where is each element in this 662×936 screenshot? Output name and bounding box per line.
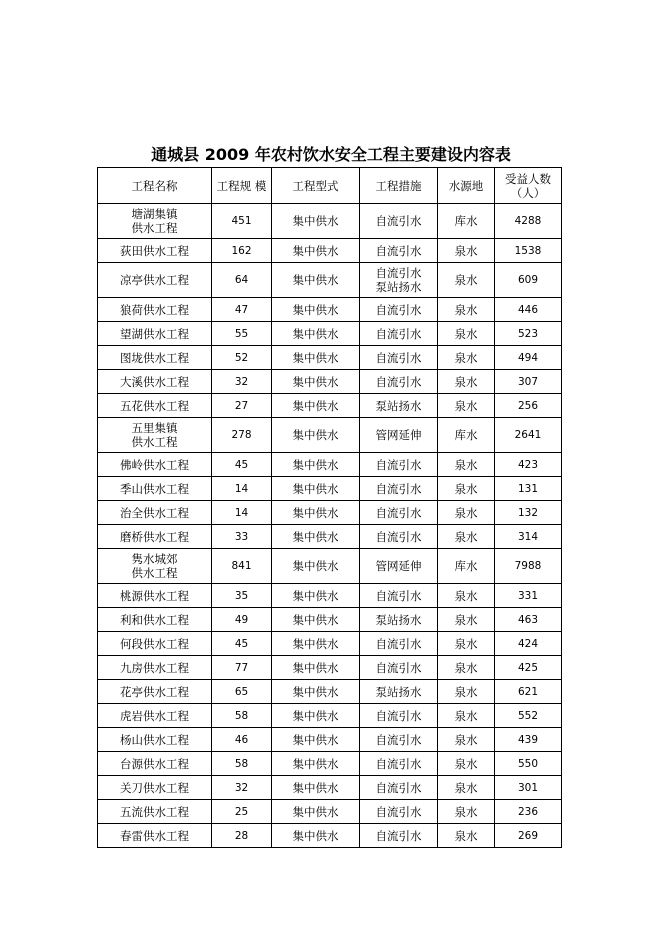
header-measure: 工程措施 <box>360 168 438 204</box>
cell-beneficiaries: 256 <box>495 394 562 418</box>
cell-project-name: 杨山供水工程 <box>98 728 212 752</box>
table-row <box>98 263 562 298</box>
cell-beneficiaries: 314 <box>495 525 562 549</box>
cell-water-source: 泉水 <box>438 680 495 704</box>
cell-scale: 25 <box>212 800 272 824</box>
cell-project-name-line: 五里集镇 <box>131 421 178 435</box>
cell-water-source: 库水 <box>438 549 495 584</box>
cell-scale: 33 <box>212 525 272 549</box>
cell-project-name: 台源供水工程 <box>98 752 212 776</box>
cell-type: 集中供水 <box>272 824 360 848</box>
cell-type: 集中供水 <box>272 525 360 549</box>
cell-water-source: 库水 <box>438 418 495 453</box>
cell-type: 集中供水 <box>272 239 360 263</box>
cell-water-source: 泉水 <box>438 704 495 728</box>
table-row <box>98 477 562 501</box>
cell-type: 集中供水 <box>272 204 360 239</box>
table-row <box>98 680 562 704</box>
cell-scale: 58 <box>212 752 272 776</box>
cell-scale: 45 <box>212 453 272 477</box>
cell-water-source: 泉水 <box>438 776 495 800</box>
cell-measure: 自流引水 <box>360 728 438 752</box>
table-row <box>98 322 562 346</box>
cell-measure <box>360 263 438 298</box>
cell-beneficiaries: 423 <box>495 453 562 477</box>
cell-beneficiaries: 331 <box>495 584 562 608</box>
cell-measure-line: 泵站扬水 <box>375 280 422 294</box>
cell-water-source: 泉水 <box>438 824 495 848</box>
cell-scale: 77 <box>212 656 272 680</box>
cell-water-source: 泉水 <box>438 752 495 776</box>
cell-scale: 65 <box>212 680 272 704</box>
cell-scale: 27 <box>212 394 272 418</box>
table-row <box>98 656 562 680</box>
cell-type: 集中供水 <box>272 453 360 477</box>
cell-scale: 49 <box>212 608 272 632</box>
cell-beneficiaries: 621 <box>495 680 562 704</box>
cell-type: 集中供水 <box>272 800 360 824</box>
table-row <box>98 824 562 848</box>
table-row <box>98 752 562 776</box>
cell-beneficiaries: 424 <box>495 632 562 656</box>
cell-project-name <box>98 418 212 453</box>
table-row <box>98 453 562 477</box>
cell-beneficiaries: 7988 <box>495 549 562 584</box>
cell-measure: 自流引水 <box>360 322 438 346</box>
table-row <box>98 239 562 263</box>
cell-type: 集中供水 <box>272 322 360 346</box>
cell-type: 集中供水 <box>272 263 360 298</box>
cell-project-name: 桃源供水工程 <box>98 584 212 608</box>
cell-measure: 自流引水 <box>360 800 438 824</box>
cell-measure-line: 自流引水 <box>375 266 422 280</box>
cell-project-name: 关刀供水工程 <box>98 776 212 800</box>
cell-water-source: 泉水 <box>438 346 495 370</box>
cell-type: 集中供水 <box>272 632 360 656</box>
table-row <box>98 501 562 525</box>
cell-project-name: 花亭供水工程 <box>98 680 212 704</box>
cell-measure: 管网延伸 <box>360 549 438 584</box>
cell-measure: 自流引水 <box>360 824 438 848</box>
cell-project-name: 荻田供水工程 <box>98 239 212 263</box>
cell-measure: 自流引水 <box>360 453 438 477</box>
cell-water-source: 泉水 <box>438 632 495 656</box>
table-row <box>98 608 562 632</box>
cell-scale: 28 <box>212 824 272 848</box>
cell-beneficiaries: 523 <box>495 322 562 346</box>
cell-project-name: 利和供水工程 <box>98 608 212 632</box>
cell-project-name-line: 供水工程 <box>131 435 178 449</box>
cell-scale: 35 <box>212 584 272 608</box>
cell-beneficiaries: 494 <box>495 346 562 370</box>
cell-measure: 自流引水 <box>360 204 438 239</box>
cell-beneficiaries: 609 <box>495 263 562 298</box>
cell-water-source: 泉水 <box>438 263 495 298</box>
cell-type: 集中供水 <box>272 584 360 608</box>
cell-project-name: 凉亭供水工程 <box>98 263 212 298</box>
cell-measure: 自流引水 <box>360 632 438 656</box>
cell-type: 集中供水 <box>272 549 360 584</box>
cell-beneficiaries: 131 <box>495 477 562 501</box>
cell-type: 集中供水 <box>272 394 360 418</box>
cell-scale: 162 <box>212 239 272 263</box>
cell-project-name <box>98 204 212 239</box>
cell-type: 集中供水 <box>272 608 360 632</box>
page-title: 通城县 2009 年农村饮水安全工程主要建设内容表 <box>151 145 511 164</box>
cell-beneficiaries: 463 <box>495 608 562 632</box>
cell-type: 集中供水 <box>272 477 360 501</box>
cell-project-name: 五花供水工程 <box>98 394 212 418</box>
cell-project-name <box>98 549 212 584</box>
table-row <box>98 204 562 239</box>
table-row <box>98 549 562 584</box>
table-row <box>98 525 562 549</box>
cell-project-name-line: 供水工程 <box>131 566 178 580</box>
header-beneficiaries-line2: （人） <box>510 185 546 200</box>
cell-measure: 自流引水 <box>360 776 438 800</box>
cell-project-name: 季山供水工程 <box>98 477 212 501</box>
cell-beneficiaries: 4288 <box>495 204 562 239</box>
cell-scale: 278 <box>212 418 272 453</box>
cell-measure: 自流引水 <box>360 477 438 501</box>
cell-beneficiaries: 425 <box>495 656 562 680</box>
cell-beneficiaries: 236 <box>495 800 562 824</box>
cell-project-name: 大溪供水工程 <box>98 370 212 394</box>
cell-measure: 自流引水 <box>360 656 438 680</box>
cell-beneficiaries: 439 <box>495 728 562 752</box>
cell-beneficiaries: 307 <box>495 370 562 394</box>
cell-measure: 管网延伸 <box>360 418 438 453</box>
table-row <box>98 776 562 800</box>
cell-water-source: 泉水 <box>438 477 495 501</box>
cell-measure: 泵站扬水 <box>360 394 438 418</box>
cell-beneficiaries: 446 <box>495 298 562 322</box>
cell-water-source: 泉水 <box>438 370 495 394</box>
cell-project-name: 春雷供水工程 <box>98 824 212 848</box>
cell-measure: 泵站扬水 <box>360 608 438 632</box>
cell-water-source: 泉水 <box>438 608 495 632</box>
cell-project-name: 治全供水工程 <box>98 501 212 525</box>
cell-scale: 46 <box>212 728 272 752</box>
cell-water-source: 泉水 <box>438 656 495 680</box>
cell-water-source: 泉水 <box>438 800 495 824</box>
cell-water-source: 泉水 <box>438 298 495 322</box>
cell-water-source: 泉水 <box>438 501 495 525</box>
cell-type: 集中供水 <box>272 704 360 728</box>
cell-scale: 47 <box>212 298 272 322</box>
cell-type: 集中供水 <box>272 370 360 394</box>
table-row <box>98 584 562 608</box>
header-source: 水源地 <box>438 168 495 204</box>
cell-measure: 自流引水 <box>360 346 438 370</box>
cell-scale: 55 <box>212 322 272 346</box>
cell-project-name: 九房供水工程 <box>98 656 212 680</box>
cell-project-name: 狼荷供水工程 <box>98 298 212 322</box>
cell-scale: 58 <box>212 704 272 728</box>
cell-water-source: 泉水 <box>438 239 495 263</box>
table-row <box>98 632 562 656</box>
cell-project-name: 磨桥供水工程 <box>98 525 212 549</box>
table-row <box>98 704 562 728</box>
cell-beneficiaries: 552 <box>495 704 562 728</box>
cell-beneficiaries: 269 <box>495 824 562 848</box>
cell-beneficiaries: 550 <box>495 752 562 776</box>
table-row <box>98 370 562 394</box>
cell-measure: 自流引水 <box>360 704 438 728</box>
cell-measure: 自流引水 <box>360 298 438 322</box>
cell-measure: 自流引水 <box>360 501 438 525</box>
table-row <box>98 728 562 752</box>
table-row <box>98 298 562 322</box>
table-row <box>98 394 562 418</box>
cell-water-source: 泉水 <box>438 584 495 608</box>
cell-scale: 64 <box>212 263 272 298</box>
cell-type: 集中供水 <box>272 776 360 800</box>
cell-project-name-line: 塘湖集镇 <box>131 207 178 221</box>
header-beneficiaries-line1: 受益人数 <box>505 171 551 186</box>
cell-measure: 自流引水 <box>360 584 438 608</box>
cell-measure: 自流引水 <box>360 525 438 549</box>
cell-measure: 泵站扬水 <box>360 680 438 704</box>
cell-measure: 自流引水 <box>360 370 438 394</box>
header-name: 工程名称 <box>98 168 212 204</box>
cell-type: 集中供水 <box>272 501 360 525</box>
cell-water-source: 泉水 <box>438 322 495 346</box>
table-row <box>98 346 562 370</box>
cell-type: 集中供水 <box>272 298 360 322</box>
cell-scale: 32 <box>212 776 272 800</box>
cell-scale: 32 <box>212 370 272 394</box>
cell-water-source: 泉水 <box>438 453 495 477</box>
cell-project-name-line: 供水工程 <box>131 221 178 235</box>
header-beneficiaries <box>495 168 562 204</box>
header-scale: 工程规 模 <box>212 168 272 204</box>
cell-project-name: 虎岩供水工程 <box>98 704 212 728</box>
cell-water-source: 泉水 <box>438 394 495 418</box>
cell-project-name: 何段供水工程 <box>98 632 212 656</box>
cell-project-name: 佛岭供水工程 <box>98 453 212 477</box>
cell-scale: 14 <box>212 501 272 525</box>
cell-scale: 45 <box>212 632 272 656</box>
cell-scale: 841 <box>212 549 272 584</box>
cell-scale: 451 <box>212 204 272 239</box>
cell-beneficiaries: 1538 <box>495 239 562 263</box>
cell-water-source: 泉水 <box>438 525 495 549</box>
table-row <box>98 418 562 453</box>
cell-project-name: 望湖供水工程 <box>98 322 212 346</box>
cell-project-name-line: 隽水城郊 <box>131 552 178 566</box>
header-type: 工程型式 <box>272 168 360 204</box>
cell-scale: 52 <box>212 346 272 370</box>
cell-project-name: 图垅供水工程 <box>98 346 212 370</box>
table-row <box>98 800 562 824</box>
cell-measure: 自流引水 <box>360 239 438 263</box>
cell-scale: 14 <box>212 477 272 501</box>
cell-type: 集中供水 <box>272 680 360 704</box>
cell-type: 集中供水 <box>272 418 360 453</box>
cell-project-name: 五流供水工程 <box>98 800 212 824</box>
cell-beneficiaries: 2641 <box>495 418 562 453</box>
cell-type: 集中供水 <box>272 752 360 776</box>
header-row <box>98 168 562 204</box>
cell-beneficiaries: 301 <box>495 776 562 800</box>
cell-measure: 自流引水 <box>360 752 438 776</box>
cell-type: 集中供水 <box>272 346 360 370</box>
construction-table <box>97 167 562 848</box>
cell-beneficiaries: 132 <box>495 501 562 525</box>
cell-water-source: 库水 <box>438 204 495 239</box>
cell-type: 集中供水 <box>272 656 360 680</box>
cell-type: 集中供水 <box>272 728 360 752</box>
cell-water-source: 泉水 <box>438 728 495 752</box>
